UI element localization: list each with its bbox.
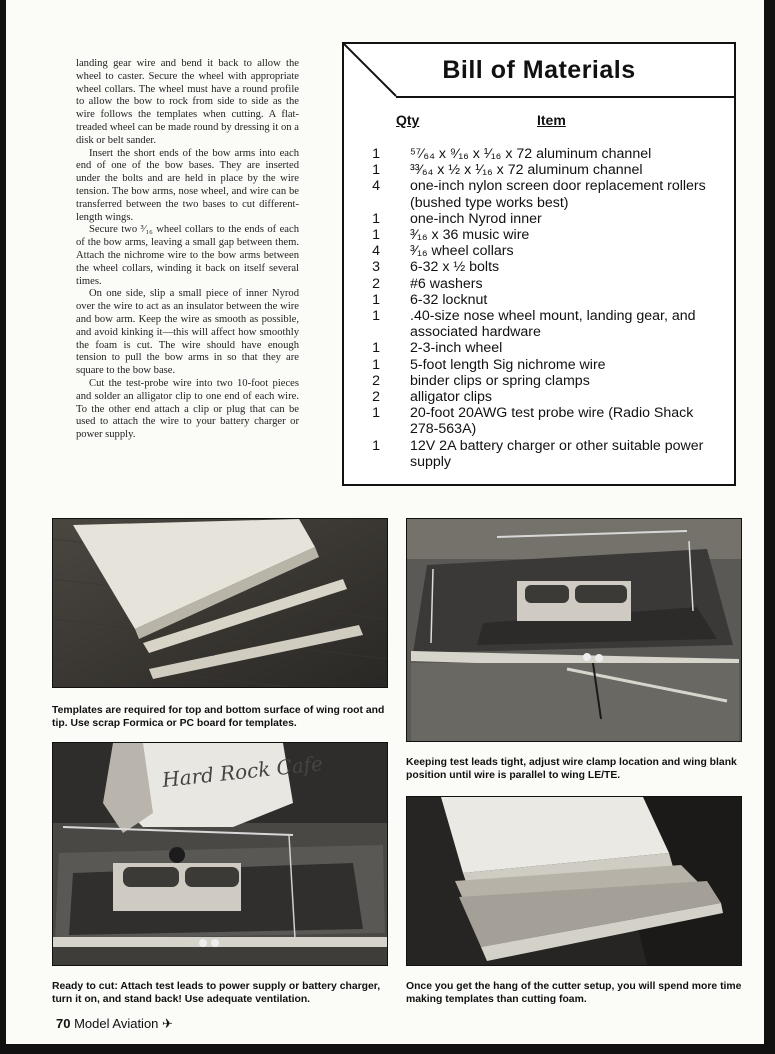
item-header: Item — [537, 112, 566, 128]
bom-row — [344, 340, 734, 356]
bom-item: 5-foot length Sig nichrome wire — [410, 356, 606, 373]
page-number: 70 — [56, 1016, 71, 1031]
photo-ready-to-cut — [52, 742, 388, 966]
body-text-column — [76, 58, 299, 442]
bom-qty: 4 — [372, 243, 380, 260]
bom-title: Bill of Materials — [442, 56, 636, 84]
photo-cut-foam — [406, 796, 742, 966]
bom-row — [344, 211, 734, 227]
bom-qty: 1 — [372, 356, 380, 373]
paragraph: On one side, slip a small piece of inner Nyrod over the wire to act as an insulator between the wire and bow arm. Keep the wire as smooth as possible, and avoid kinking it—this will affect how smoothly the foam is cut. The wire should have enough tension to pull the bow arms in so that they are square to the bow base. — [76, 288, 299, 377]
bom-item: 2-3-inch wheel — [410, 340, 503, 357]
bom-qty: 1 — [372, 146, 380, 162]
bom-qty: 3 — [372, 259, 380, 276]
bom-rows — [344, 146, 734, 470]
bom-item: one-inch Nyrod inner — [410, 210, 542, 227]
bom-qty: 1 — [372, 308, 380, 325]
caption-test-leads: Keeping test leads tight, adjust wire clamp location and wing blank position until wire is parallel to wing LE/TE. — [406, 757, 737, 781]
paragraph: Insert the short ends of the bow arms into each end of one of the bow bases. They are inserted under the bolts and are held in place by the wire tension. The bow arms, nose wheel, and wire can be transferred between the two bases to cut different-length wings. — [76, 147, 299, 223]
bom-qty: 1 — [372, 162, 380, 179]
bom-qty: 1 — [372, 437, 380, 454]
shirt-logo: Hard Rock Cafe — [161, 751, 324, 792]
paragraph: Secure two ³⁄₁₆ wheel collars to the ends of each of the bow arms, leaving a small gap between them. Attach the nichrome wire to the bow arms between the wheel collars, winding it back on itself several times. — [76, 224, 299, 287]
bom-row — [344, 162, 734, 178]
bom-row — [344, 227, 734, 243]
bom-item: binder clips or spring clamps — [410, 372, 590, 389]
caption-hang: Once you get the hang of the cutter setup, you will spend more time making templates than cutting foam. — [406, 981, 742, 1005]
bom-qty: 1 — [372, 210, 380, 227]
bom-qty: 1 — [372, 227, 380, 244]
airplane-icon: ✈ — [162, 1016, 173, 1031]
bom-row — [344, 276, 734, 292]
bom-row — [344, 438, 734, 470]
title-rule — [396, 96, 734, 98]
bom-qty: 1 — [372, 340, 380, 357]
bom-item: #6 washers — [410, 275, 483, 292]
bom-item: ⁵⁷⁄₆₄ x ⁹⁄₁₆ x ¹⁄₁₆ x 72 aluminum channel — [410, 146, 652, 162]
paragraph: landing gear wire and bend it back to allow the wheel to caster. Secure the wheel with appropriate wheel collars. The wheel must have a round profile to allow the bow to rock from side to side as the wire follows the templates when cutting. A flat-treaded wheel can be made round by dressing it on a disk or belt sander. — [76, 58, 299, 146]
bom-row — [344, 308, 734, 340]
caption-ready: Ready to cut: Attach test leads to power supply or battery charger, turn it on, and stand back! Use adequate ventilation. — [52, 981, 381, 1005]
magazine-page — [6, 0, 764, 1044]
bom-item: ³⁄₁₆ x 36 music wire — [410, 227, 530, 244]
bom-qty: 2 — [372, 372, 380, 389]
bom-row — [344, 146, 734, 162]
bom-item: 6-32 x ½ bolts — [410, 259, 500, 276]
bom-row — [344, 389, 734, 405]
page-folio — [56, 1016, 173, 1032]
paragraph: Cut the test-probe wire into two 10-foot pieces and solder an alligator clip to one end of each wire. To the other end attach a clip or plug that can be used to attach the wire to your battery charger or power supply. — [76, 377, 299, 441]
bom-item: 6-32 locknut — [410, 291, 488, 308]
bom-row — [344, 243, 734, 259]
bom-item: 20-foot 20AWG test probe wire (Radio Shack 278-563A) — [410, 405, 694, 438]
bom-item: alligator clips — [410, 389, 493, 406]
bom-qty: 1 — [372, 291, 380, 308]
bom-row — [344, 373, 734, 389]
bom-row — [344, 292, 734, 308]
magazine-name: Model Aviation — [74, 1016, 159, 1031]
bom-qty: 1 — [372, 405, 380, 422]
bom-qty: 2 — [372, 275, 380, 292]
bom-item: 12V 2A battery charger or other suitable power supply — [410, 437, 704, 470]
qty-header: Qty — [396, 112, 420, 128]
bom-qty: 2 — [372, 389, 380, 406]
bill-of-materials-box — [342, 42, 736, 486]
bom-row — [344, 405, 734, 437]
bom-item: ³⁄₁₆ wheel collars — [410, 243, 514, 260]
bom-row — [344, 259, 734, 275]
bom-item: ³³⁄₆₄ x ½ x ¹⁄₁₆ x 72 aluminum channel — [410, 162, 643, 179]
caption-templates: Templates are required for top and bottom surface of wing root and tip. Use scrap Formica or PC board for templates. — [52, 705, 385, 729]
bom-row — [344, 357, 734, 373]
photo-test-leads — [406, 518, 742, 742]
photo-templates — [52, 518, 388, 688]
bom-qty: 4 — [372, 178, 380, 195]
bom-row — [344, 178, 734, 210]
bom-item: .40-size nose wheel mount, landing gear, and associated hardware — [410, 308, 696, 341]
bom-item: one-inch nylon screen door replacement rollers (bushed type works best) — [410, 178, 706, 211]
